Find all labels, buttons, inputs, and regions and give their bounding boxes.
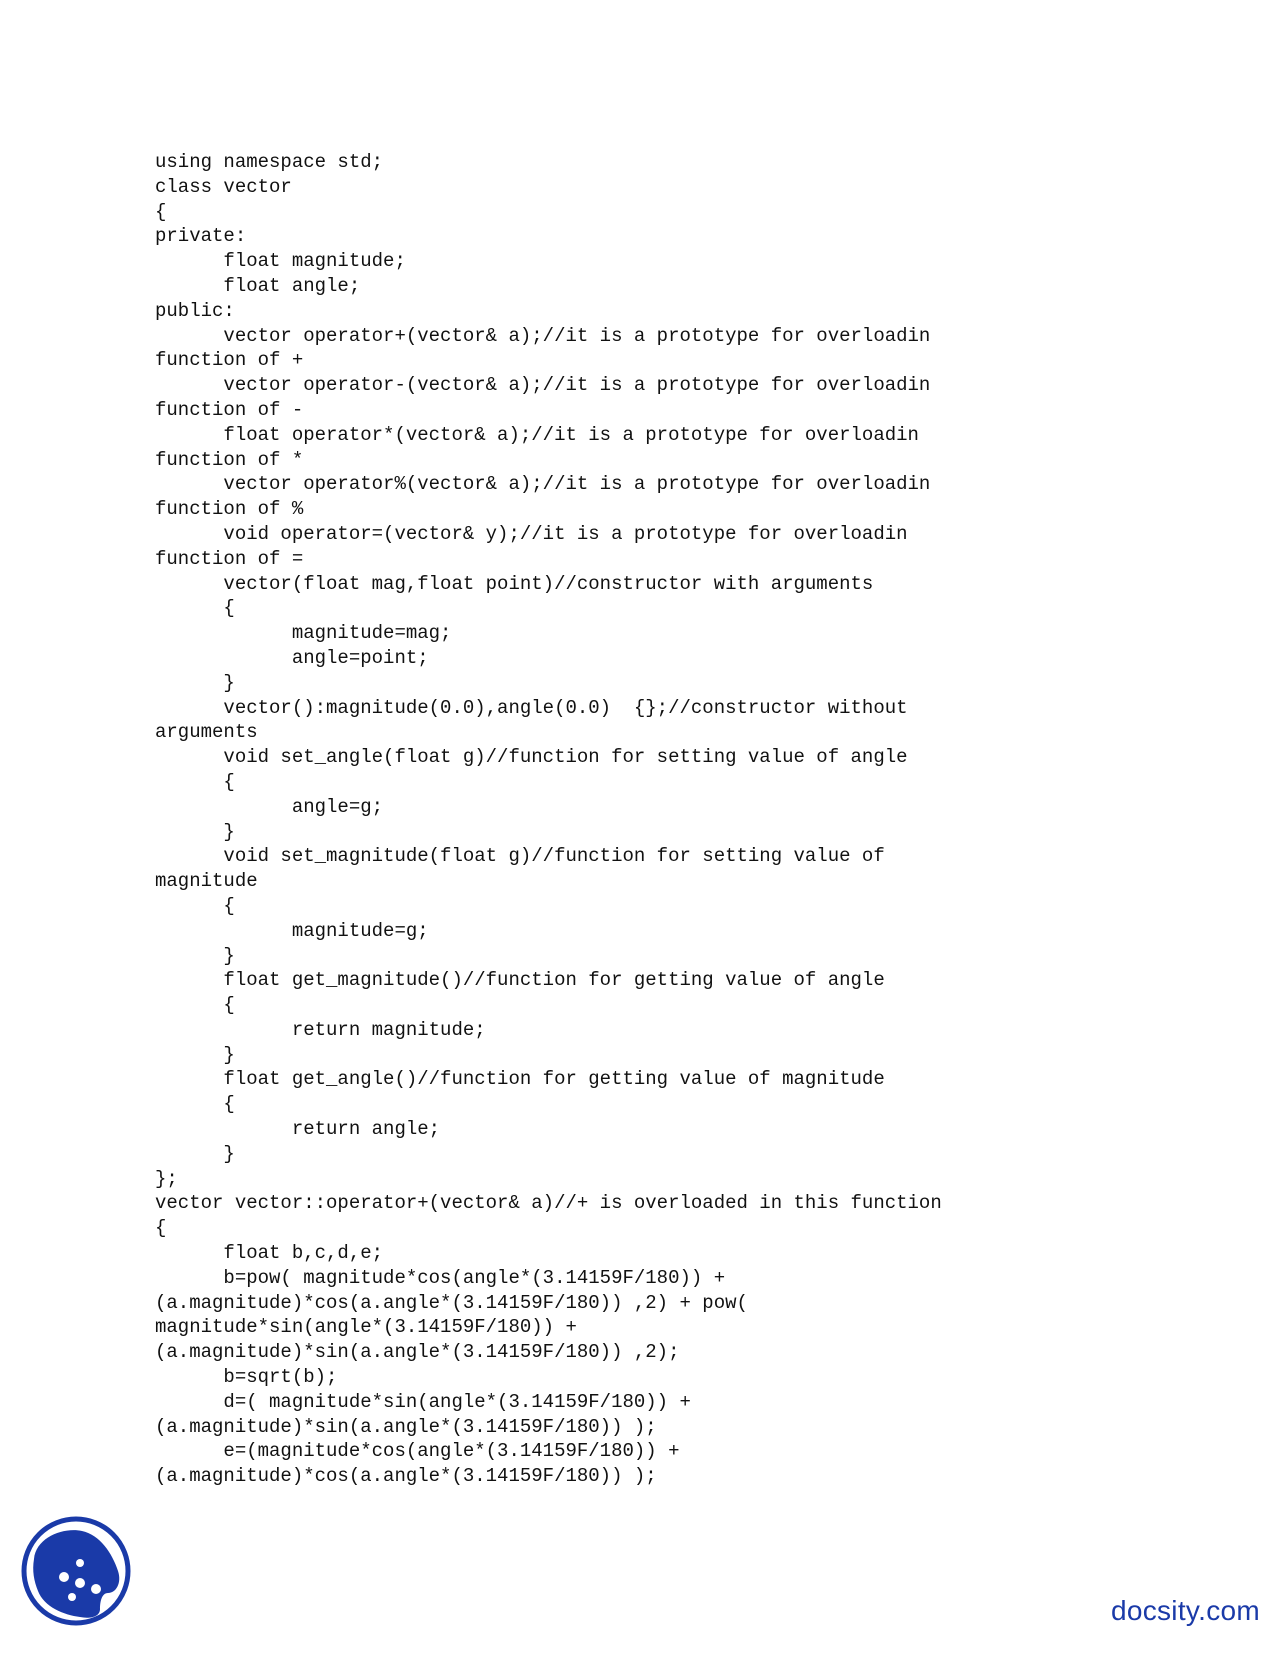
- code-line: private:: [155, 225, 247, 248]
- code-line: }: [155, 944, 235, 967]
- code-line: {: [155, 200, 167, 223]
- code-line: class vector: [155, 175, 292, 198]
- code-line: float get_angle()//function for getting value of magnitude: [155, 1068, 885, 1091]
- code-line: {: [155, 1093, 235, 1116]
- code-line: float b,c,d,e;: [155, 1242, 384, 1265]
- code-line: angle=point;: [155, 646, 429, 669]
- code-line: void set_angle(float g)//function for setting value of angle: [155, 746, 908, 769]
- code-line: magnitude*sin(angle*(3.14159F/180)) +: [155, 1316, 577, 1339]
- code-line: }: [155, 1043, 235, 1066]
- code-line: return magnitude;: [155, 1018, 486, 1041]
- code-listing: [155, 150, 1215, 1489]
- code-line: magnitude: [155, 870, 258, 893]
- code-line: vector(float mag,float point)//constructor with arguments: [155, 572, 874, 595]
- code-line: using namespace std;: [155, 151, 384, 173]
- code-line: function of =: [155, 547, 304, 570]
- code-line: float angle;: [155, 274, 361, 297]
- code-line: b=pow( magnitude*cos(angle*(3.14159F/180)) +: [155, 1266, 726, 1289]
- code-line: (a.magnitude)*cos(a.angle*(3.14159F/180)) );: [155, 1465, 657, 1488]
- code-line: magnitude=mag;: [155, 622, 452, 645]
- code-line: };: [155, 1167, 178, 1190]
- code-line: function of -: [155, 398, 304, 421]
- code-line: vector():magnitude(0.0),angle(0.0) {};//constructor without: [155, 696, 908, 719]
- code-line: arguments: [155, 721, 258, 744]
- code-line: float operator*(vector& a);//it is a prototype for overloadin: [155, 423, 919, 446]
- code-line: angle=g;: [155, 795, 384, 818]
- code-line: {: [155, 994, 235, 1017]
- code-line: magnitude=g;: [155, 919, 429, 942]
- docsity-logo-icon: [20, 1515, 132, 1627]
- code-line: }: [155, 1142, 235, 1165]
- code-line: b=sqrt(b);: [155, 1366, 338, 1389]
- code-line: }: [155, 820, 235, 843]
- code-line: e=(magnitude*cos(angle*(3.14159F/180)) +: [155, 1440, 680, 1463]
- code-line: (a.magnitude)*cos(a.angle*(3.14159F/180)) ,2) + pow(: [155, 1291, 748, 1314]
- code-line: function of %: [155, 498, 304, 521]
- code-line: float get_magnitude()//function for getting value of angle: [155, 969, 885, 992]
- code-line: }: [155, 671, 235, 694]
- code-line: {: [155, 597, 235, 620]
- code-line: {: [155, 894, 235, 917]
- code-line: vector operator-(vector& a);//it is a prototype for overloadin: [155, 374, 931, 397]
- code-line: float magnitude;: [155, 250, 406, 273]
- code-line: d=( magnitude*sin(angle*(3.14159F/180)) +: [155, 1390, 691, 1413]
- code-line: function of +: [155, 349, 304, 372]
- code-line: {: [155, 1217, 167, 1240]
- docsity-brand-text: docsity.com: [1110, 1595, 1260, 1626]
- code-line: (a.magnitude)*sin(a.angle*(3.14159F/180)) ,2);: [155, 1341, 680, 1364]
- code-line: void operator=(vector& y);//it is a prototype for overloadin: [155, 522, 908, 545]
- code-line: {: [155, 770, 235, 793]
- code-line: public:: [155, 299, 235, 322]
- code-line: (a.magnitude)*sin(a.angle*(3.14159F/180)) );: [155, 1415, 657, 1438]
- code-line: vector vector::operator+(vector& a)//+ is overloaded in this function: [155, 1192, 942, 1215]
- code-line: function of *: [155, 448, 304, 471]
- code-line: return angle;: [155, 1118, 441, 1141]
- code-line: vector operator+(vector& a);//it is a prototype for overloadin: [155, 324, 931, 347]
- code-line: vector operator%(vector& a);//it is a prototype for overloadin: [155, 473, 931, 496]
- code-line: void set_magnitude(float g)//function for setting value of: [155, 845, 885, 868]
